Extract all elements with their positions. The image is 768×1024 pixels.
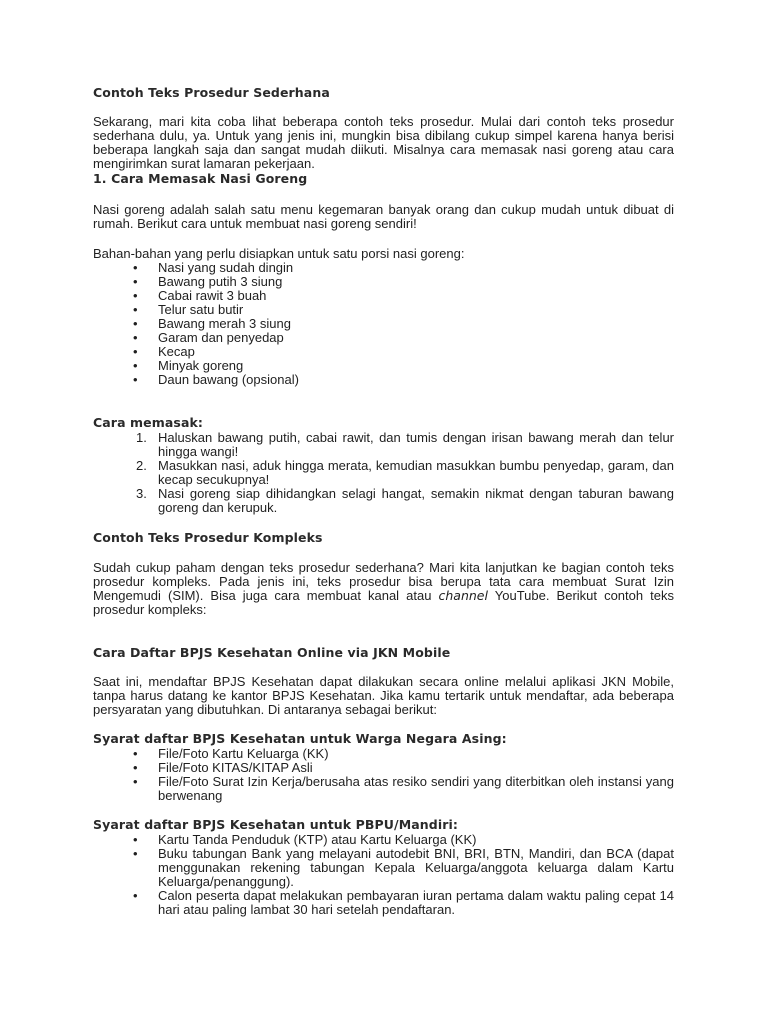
list-item [136,458,674,487]
list-item: • Kecap [158,345,674,359]
step-number: 2. [136,458,147,473]
intro-complex-text-b: YouTube. Berikut contoh teks prosedur kompleks: [93,588,674,617]
step-number: 1. [136,430,147,445]
bpjs-heading: Cara Daftar BPJS Kesehatan Online via JKN Mobile [93,645,451,660]
wna-heading: Syarat daftar BPJS Kesehatan untuk Warga Negara Asing: [93,731,507,746]
list-item: • Calon peserta dapat melakukan pembayaran iuran pertama dalam waktu paling cepat 14 hari atau paling lambat 30 hari setelah pendaftaran. [158,889,674,917]
intro-simple: Sekarang, mari kita coba lihat beberapa contoh teks prosedur. Mulai dari contoh teks prosedur sederhana dulu, ya. Untuk yang jenis ini, mungkin bisa dibilang cukup simpel karena hanya berisi beberapa langkah saja dan sangat mudah diikuti. Misalnya cara memasak nasi goreng atau cara mengirimkan surat lamaran pekerjaan. [93,114,674,171]
list-item: • Telur satu butir [158,303,674,317]
pbpu-list [93,833,674,917]
intro-complex [93,561,674,617]
list-item: • File/Foto Surat Izin Kerja/berusaha atas resiko sendiri yang diterbitkan oleh instansi yang berwenang [158,775,674,803]
list-item: • Nasi yang sudah dingin [158,261,674,275]
list-item: • File/Foto KITAS/KITAP Asli [158,761,674,775]
list-item [136,486,674,515]
cooking-heading: Cara memasak: [93,415,204,430]
section1-intro: Nasi goreng adalah salah satu menu kegemaran banyak orang dan cukup mudah untuk dibuat di rumah. Berikut cara untuk membuat nasi goreng sendiri! [93,202,674,231]
bpjs-intro: Saat ini, mendaftar BPJS Kesehatan dapat dilakukan secara online melalui aplikasi JKN Mobile, tanpa harus datang ke kantor BPJS Kesehatan. Jika kamu tertarik untuk mendaftar, ada beberapa persyaratan yang dibutuhkan. Di antaranya sebagai berikut: [93,674,674,717]
list-item: • Kartu Tanda Penduduk (KTP) atau Kartu Keluarga (KK) [158,833,674,847]
list-item: • Bawang merah 3 siung [158,317,674,331]
list-item: • Minyak goreng [158,359,674,373]
cooking-steps [93,431,674,515]
list-item: • Bawang putih 3 siung [158,275,674,289]
intro-complex-italic: channel [438,588,488,603]
list-item: • Garam dan penyedap [158,331,674,345]
list-item: • Buku tabungan Bank yang melayani autodebit BNI, BRI, BTN, Mandiri, dan BCA (dapat menggunakan rekening tabungan Kepala Keluarga/anggota keluarga dalam Kartu Keluarga/penanggung). [158,847,674,889]
section1-heading: 1. Cara Memasak Nasi Goreng [93,171,308,186]
step-text: Masukkan nasi, aduk hingga merata, kemudian masukkan bumbu penyedap, garam, dan kecap secukupnya! [158,458,674,487]
step-text: Nasi goreng siap dihidangkan selagi hangat, semakin nikmat dengan taburan bawang goreng dan kerupuk. [158,486,674,515]
list-item: • Daun bawang (opsional) [158,373,674,387]
title-simple: Contoh Teks Prosedur Sederhana [93,85,330,100]
step-number: 3. [136,486,147,501]
pbpu-heading: Syarat daftar BPJS Kesehatan untuk PBPU/Mandiri: [93,817,458,832]
step-text: Haluskan bawang putih, cabai rawit, dan tumis dengan irisan bawang merah dan telur hingga wangi! [158,430,674,459]
title-complex: Contoh Teks Prosedur Kompleks [93,530,323,545]
list-item: • File/Foto Kartu Keluarga (KK) [158,747,674,761]
wna-list [93,747,674,803]
list-item: • Cabai rawit 3 buah [158,289,674,303]
ingredients-intro: Bahan-bahan yang perlu disiapkan untuk satu porsi nasi goreng: [93,246,465,261]
intro-complex-text-a: Sudah cukup paham dengan teks prosedur sederhana? Mari kita lanjutkan ke bagian contoh teks prosedur kompleks. Pada jenis ini, teks prosedur bisa berupa tata cara membuat Surat Izin Mengemudi (SIM). Bisa juga cara membuat kanal atau [93,560,674,603]
ingredients-list [93,261,674,387]
list-item [136,430,674,459]
